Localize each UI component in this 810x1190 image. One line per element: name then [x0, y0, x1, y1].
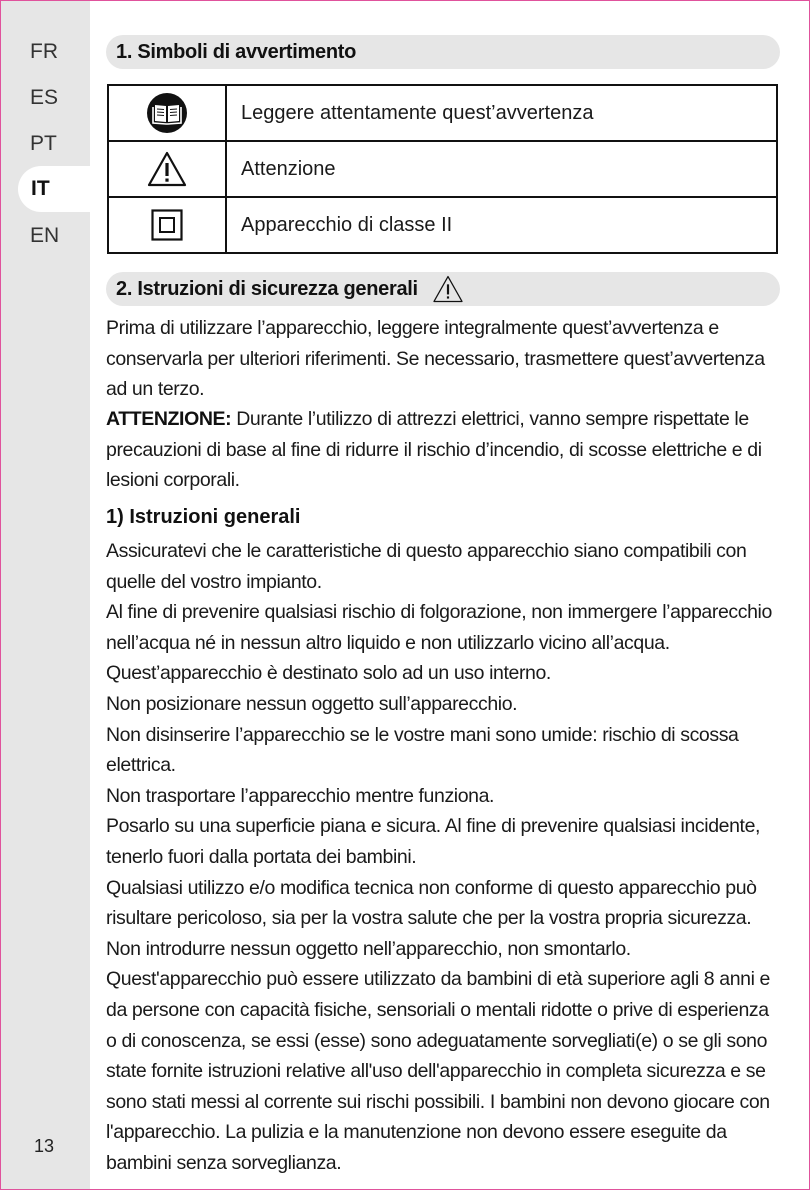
instruction-paragraph: Posarlo su una superficie piana e sicura. Al fine di prevenire qualsiasi incidente, tenerlo fuori dalla portata dei bambini. [106, 815, 761, 868]
intro-text: Prima di utilizzare l’apparecchio, leggere integralmente quest’avvertenza e conservarla per ulteriori riferimenti. Se necessario, trasmettere quest’avvertenza ad un terzo. [106, 317, 765, 401]
section-2-header [106, 272, 780, 306]
symbol-description: Attenzione [226, 141, 777, 197]
symbol-row [108, 197, 777, 253]
symbol-row [108, 141, 777, 197]
section-1-title: 1. Simboli di avvertimento [116, 40, 357, 63]
instruction-paragraph: Non posizionare nessun oggetto sull’apparecchio. [106, 692, 518, 715]
warning-text: Durante l’utilizzo di attrezzi elettrici, vanno sempre rispettate le precauzioni di base al fine di ridurre il rischio d’incendio, di scosse elettriche e di lesioni corporali. [106, 408, 762, 492]
lang-tab-it-active[interactable]: IT [18, 166, 90, 212]
page-number: 13 [34, 1136, 55, 1156]
symbol-description: Leggere attentamente quest’avvertenza [226, 85, 777, 141]
lang-tab-es[interactable]: ES [30, 86, 59, 109]
instruction-paragraph: Non disinserire l’apparecchio se le vostre mani sono umide: rischio di scossa elettrica. [106, 723, 739, 777]
symbol-icon-cell [108, 85, 226, 141]
lang-tab-pt[interactable]: PT [30, 132, 57, 155]
instruction-paragraph: Qualsiasi utilizzo e/o modifica tecnica non conforme di questo apparecchio può risultare pericoloso, sia per la vostra salute che per la vostra propria sicurezza. [106, 876, 757, 930]
warning-paragraph [106, 404, 782, 496]
section-1-header [106, 35, 780, 69]
instruction-paragraph: Al fine di prevenire qualsiasi rischio di folgorazione, non immergere l’apparecchio nell’acqua né in nessun altro liquido e non utilizzarlo vicino all’acqua. [106, 601, 772, 654]
symbols-table [107, 84, 778, 254]
general-instructions-heading: 1) Istruzioni generali [106, 506, 301, 528]
lang-tab-fr[interactable]: FR [30, 40, 58, 63]
symbol-description: Apparecchio di classe II [226, 197, 777, 253]
warning-triangle-icon [147, 151, 187, 187]
book-icon [146, 92, 188, 134]
instruction-paragraph: Assicuratevi che le caratteristiche di questo apparecchio siano compatibili con quelle del vostro impianto. [106, 540, 747, 593]
instructions-list [106, 536, 782, 1178]
class-ii-icon [151, 209, 183, 241]
warning-triangle-icon [432, 275, 464, 303]
language-sidebar [0, 0, 90, 1190]
instruction-paragraph: Non introdurre nessun oggetto nell’apparecchio, non smontarlo. [106, 937, 631, 960]
intro-paragraph [106, 313, 782, 405]
instruction-paragraph: Quest'apparecchio può essere utilizzato da bambini di età superiore agli 8 anni e da persone con capacità fisiche, sensoriali o mentali ridotte o prive di esperienza o di conoscenza, se essi (esse) sono adeguatamente sorvegliati(e) o se gli sono state fornite istruzioni relative all'uso dell'apparecchio in completa sicurezza e se sono stati messi al corrente sui rischi possibili. I bambini non devono giocare con l'apparecchio. La pulizia e la manutenzione non devono essere eseguite da bambini senza sorveglianza. [106, 968, 771, 1174]
symbol-icon-cell [108, 197, 226, 253]
warning-text-block [106, 404, 782, 496]
symbol-row [108, 85, 777, 141]
section-2-title: 2. Istruzioni di sicurezza generali [116, 277, 418, 300]
instruction-paragraph: Non trasportare l’apparecchio mentre funziona. [106, 784, 495, 807]
instruction-paragraph: Quest’apparecchio è destinato solo ad un uso interno. [106, 662, 551, 685]
warning-label: ATTENZIONE: [106, 408, 232, 430]
symbol-icon-cell [108, 141, 226, 197]
lang-tab-en[interactable]: EN [30, 224, 60, 247]
